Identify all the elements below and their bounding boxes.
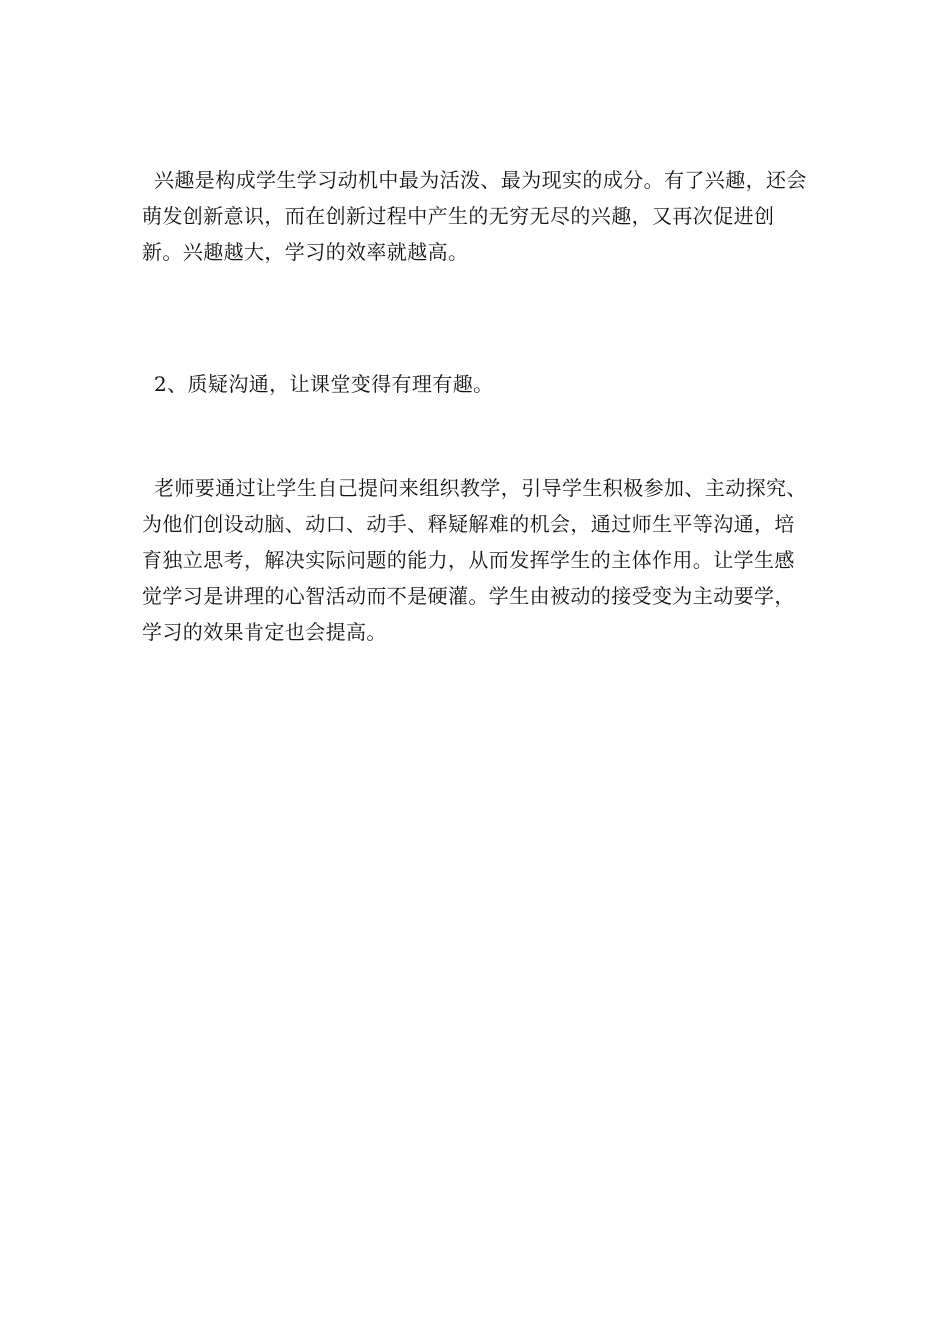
- paragraph-interest: 兴趣是构成学生学习动机中最为活泼、最为现实的成分。有了兴趣，还会萌发创新意识，而在创新过程中产生的无穷无尽的兴趣，又再次促进创新。兴趣越大，学习的效率就越高。: [142, 168, 807, 264]
- section-heading-questioning: 2、质疑沟通，让课堂变得有理有趣。: [154, 372, 494, 396]
- paragraph-teaching: 老师要通过让学生自己提问来组织教学，引导学生积极参加、主动探究、为他们创设动脑、动口、动手、释疑解难的机会，通过师生平等沟通，培育独立思考，解决实际问题的能力，从而发挥学生的主体作用。让学生感觉学习是讲理的心智活动而不是硬灌。学生由被动的接受变为主动要学，学习的效果肯定也会提高。: [142, 476, 807, 644]
